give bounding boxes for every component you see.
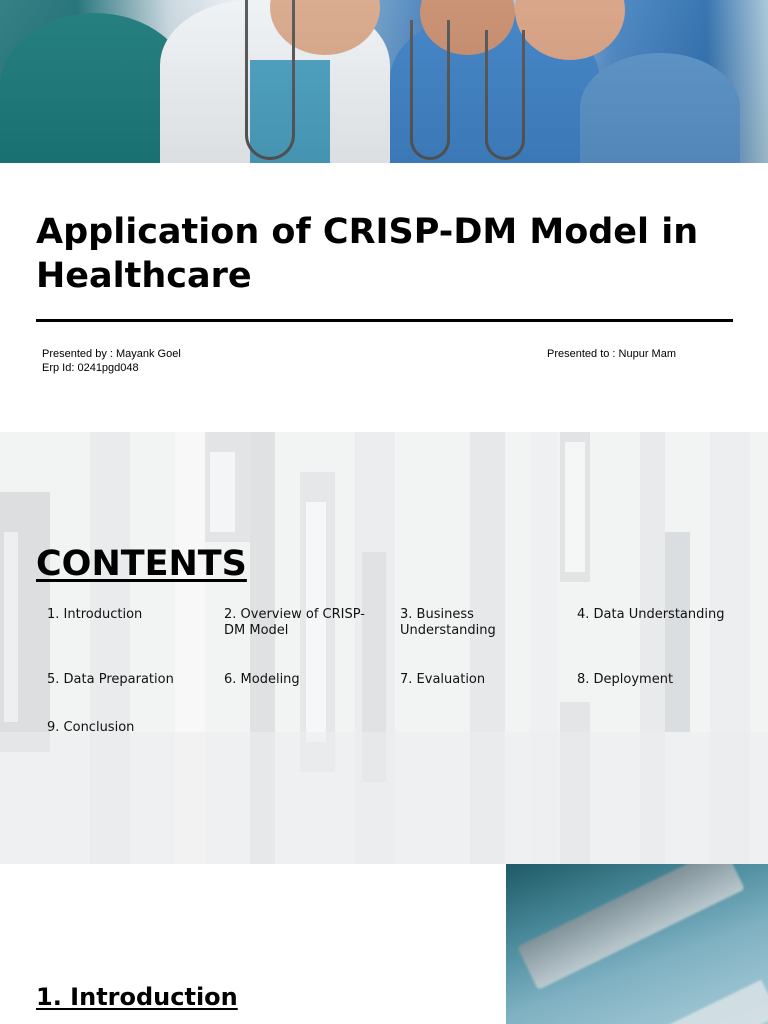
doctors-team-photo	[0, 0, 768, 163]
presentation-title: Application of CRISP-DM Model in Healthcare	[36, 212, 699, 296]
toc-item-conclusion: 9. Conclusion	[47, 720, 135, 735]
contents-slide	[0, 432, 768, 864]
toc-item-overview: 2. Overview of CRISP-DM Model	[224, 607, 365, 638]
title-divider	[36, 319, 733, 322]
title-slide	[0, 0, 768, 432]
contents-heading: CONTENTS	[36, 544, 247, 584]
toc-item-modeling: 6. Modeling	[224, 672, 300, 687]
toc-item-data-preparation: 5. Data Preparation	[47, 672, 174, 687]
toc-item-data-understanding: 4. Data Understanding	[577, 607, 725, 622]
presenter-info	[42, 347, 181, 375]
toc-item-introduction: 1. Introduction	[47, 607, 143, 622]
ruler-photo	[506, 864, 768, 1024]
toc-item-business-understanding: 3. Business Understanding	[400, 607, 496, 638]
building-facade-background	[0, 432, 768, 864]
presented-to: Presented to : Nupur Mam	[547, 348, 677, 360]
toc-item-evaluation: 7. Evaluation	[400, 672, 486, 687]
toc-item-deployment: 8. Deployment	[577, 672, 674, 687]
introduction-heading: 1. Introduction	[36, 983, 238, 1011]
introduction-slide	[0, 864, 768, 1024]
presented-by: Presented by : Mayank Goel	[42, 348, 181, 360]
erp-id: Erp Id: 0241pgd048	[42, 362, 139, 374]
